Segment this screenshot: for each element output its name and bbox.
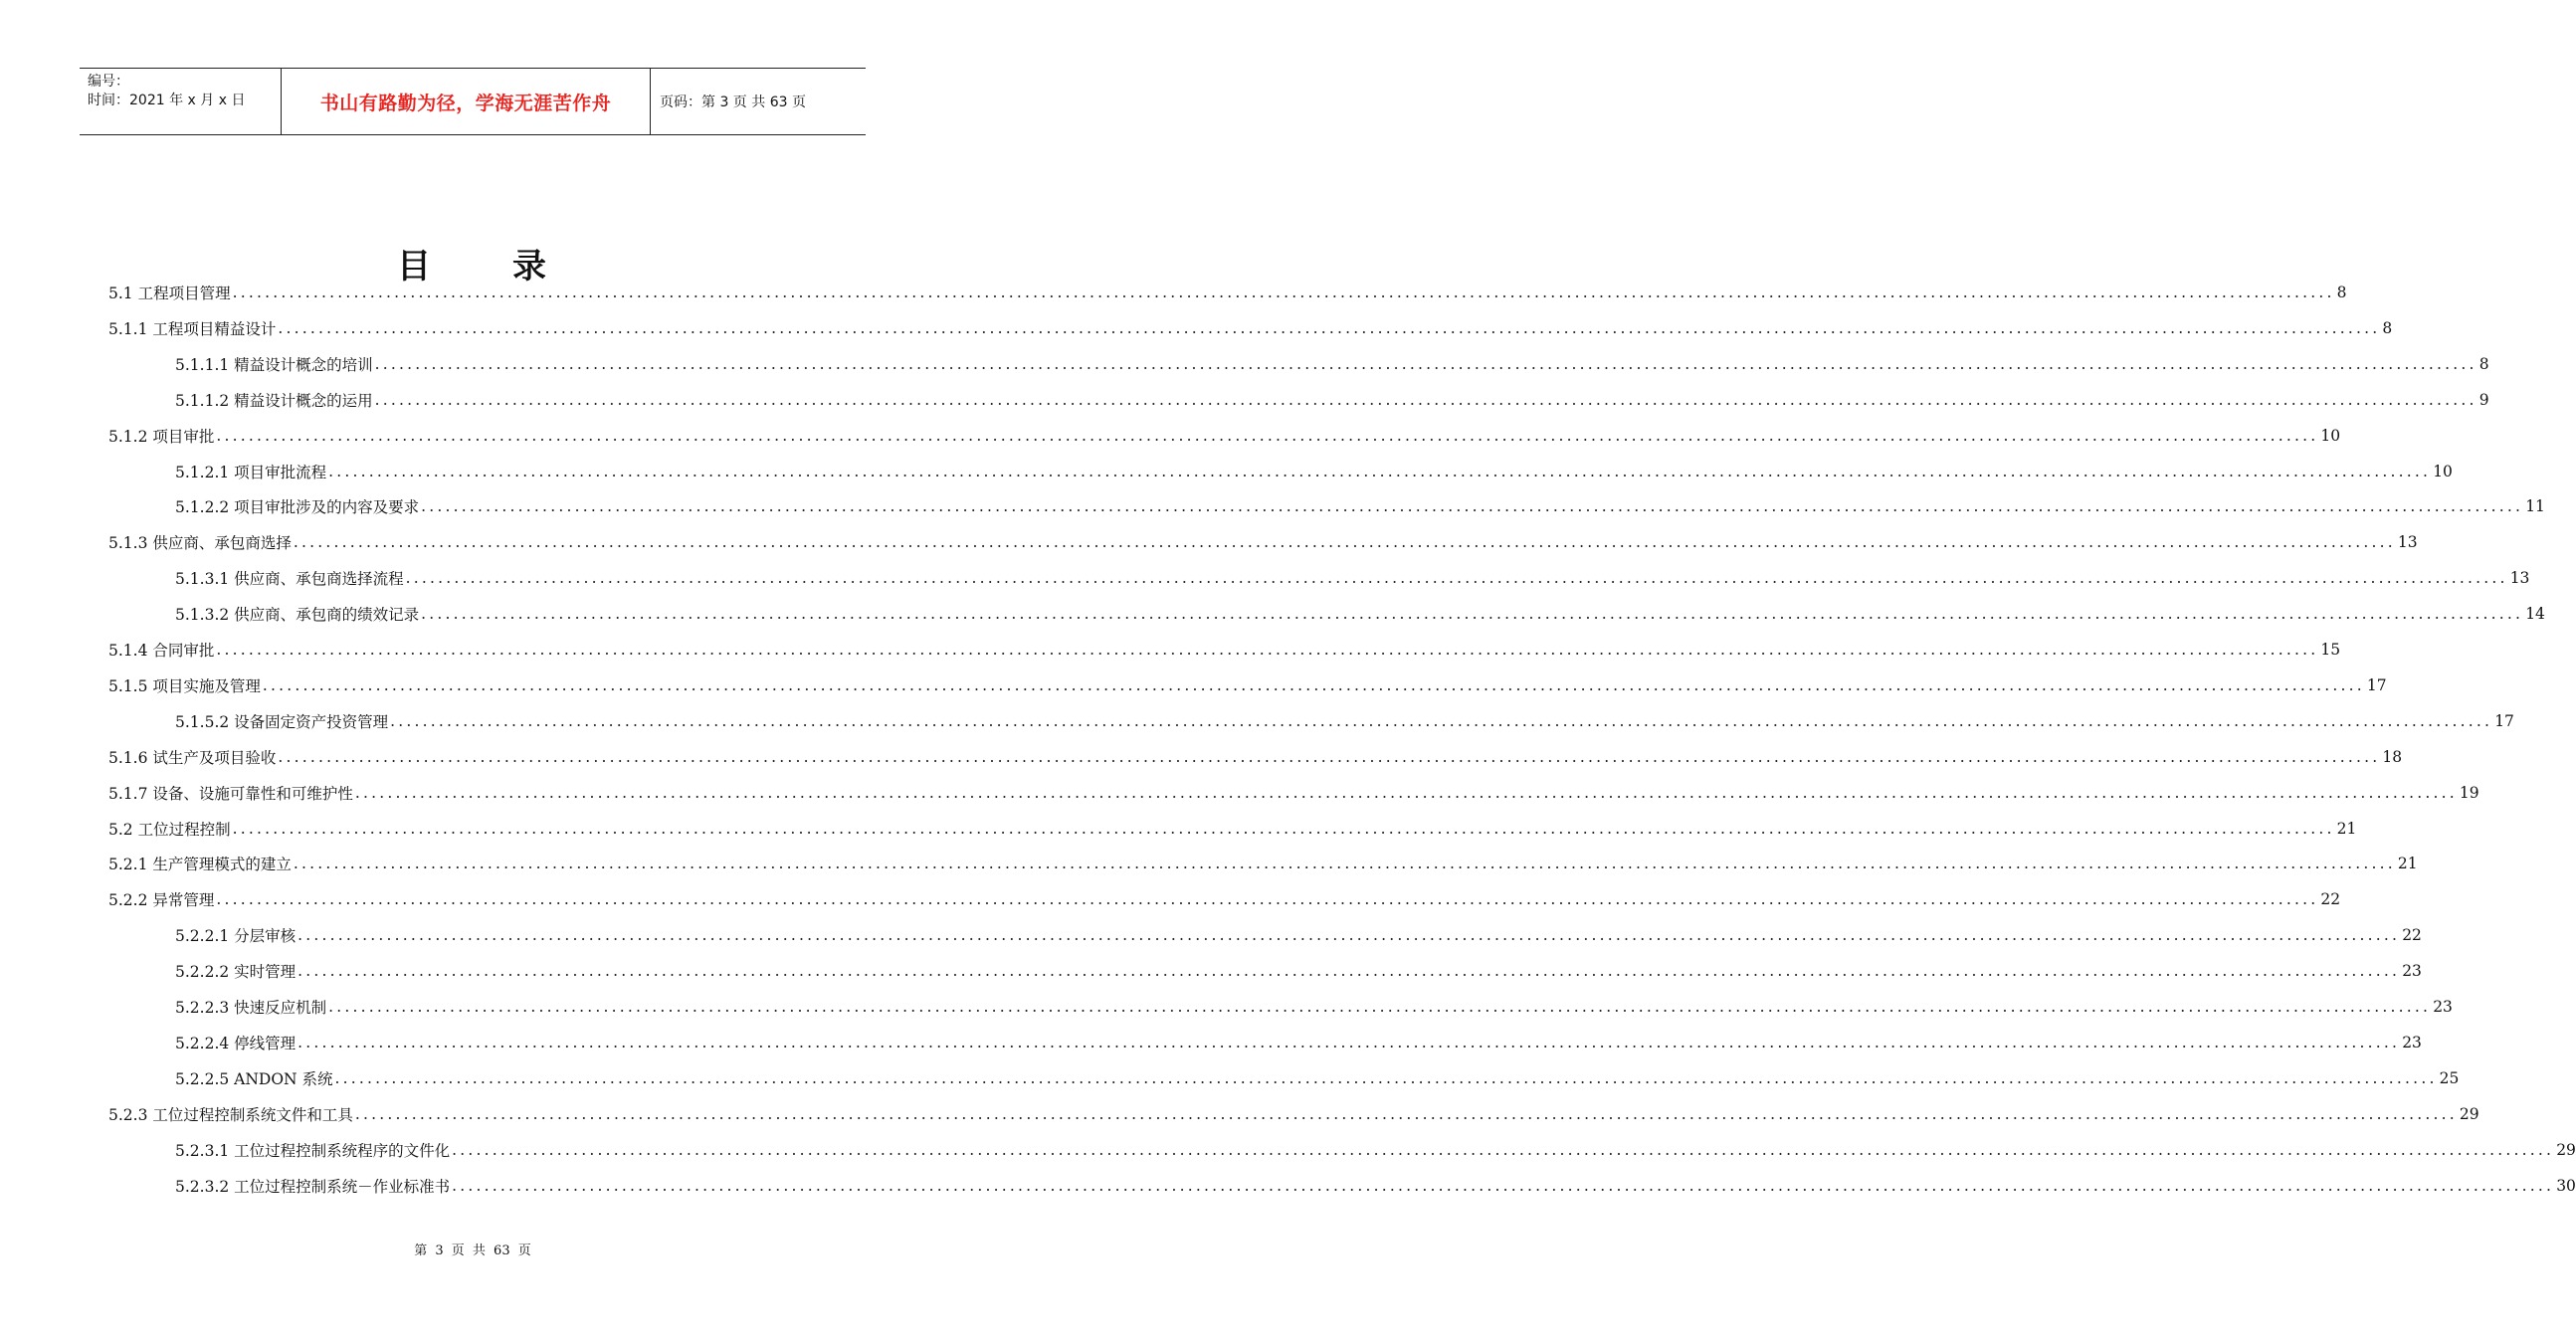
toc-entry[interactable]: [108, 418, 2341, 454]
toc-dot-leader: ....................................................................................................................................................................................................................................................................: [354, 1104, 2458, 1123]
toc-entry[interactable]: [108, 668, 2387, 703]
toc-dot-leader: ....................................................................................................................................................................................................................................................................: [421, 497, 2524, 516]
toc-entry-label: 5.1.6 试生产及项目验收: [108, 748, 277, 767]
toc-entry-page-number: 29: [2459, 1104, 2479, 1123]
toc-entry-label: 5.2.2 异常管理: [108, 891, 215, 910]
toc-dot-leader: ....................................................................................................................................................................................................................................................................: [374, 390, 2477, 409]
toc-dot-leader: ....................................................................................................................................................................................................................................................................: [297, 926, 2401, 945]
header-motto: 书山有路勤为径，学海无涯苦作舟: [281, 69, 651, 134]
toc-entry[interactable]: [175, 703, 2514, 739]
toc-dot-leader: ....................................................................................................................................................................................................................................................................: [293, 855, 2396, 873]
toc-entry[interactable]: [175, 346, 2489, 382]
toc-dot-leader: ....................................................................................................................................................................................................................................................................: [452, 1176, 2555, 1195]
toc-dot-leader: ....................................................................................................................................................................................................................................................................: [278, 747, 2381, 766]
toc-dot-leader: ....................................................................................................................................................................................................................................................................: [354, 783, 2458, 802]
toc-entry-page-number: 21: [2397, 855, 2418, 873]
toc-dot-leader: ....................................................................................................................................................................................................................................................................: [328, 998, 2432, 1016]
toc-dot-leader: ....................................................................................................................................................................................................................................................................: [328, 462, 2432, 480]
toc-entry-page-number: 9: [2478, 390, 2489, 409]
toc-entry-page-number: 17: [2494, 711, 2514, 730]
toc-entry[interactable]: [108, 275, 2347, 310]
toc-entry-label: 5.2.2.5 ANDON 系统: [175, 1069, 333, 1088]
toc-entry[interactable]: [108, 811, 2357, 847]
toc-entry-page-number: 22: [2402, 926, 2422, 945]
toc-entry[interactable]: [108, 846, 2418, 881]
toc-entry[interactable]: [108, 881, 2341, 917]
toc-entry-label: 5.2.3.1 工位过程控制系统程序的文件化: [175, 1141, 451, 1160]
toc-dot-leader: ....................................................................................................................................................................................................................................................................: [216, 426, 2319, 445]
toc-entry-page-number: 25: [2439, 1068, 2460, 1087]
page-header: [80, 68, 866, 135]
toc-dot-leader: ....................................................................................................................................................................................................................................................................: [297, 1033, 2401, 1051]
toc-entry-page-number: 10: [2433, 462, 2453, 480]
toc-entry-label: 5.2.2.4 停线管理: [175, 1034, 297, 1052]
toc-entry[interactable]: [175, 989, 2453, 1025]
toc-entry[interactable]: [108, 739, 2403, 775]
toc-entry-label: 5.1 工程项目管理: [108, 285, 231, 302]
toc-entry-page-number: 15: [2320, 641, 2341, 659]
toc-entry-label: 5.1.5 项目实施及管理: [108, 676, 261, 695]
toc-entry-page-number: 30: [2556, 1176, 2576, 1195]
toc-entry[interactable]: [175, 560, 2530, 596]
toc-entry-label: 5.2.1 生产管理模式的建立: [108, 856, 292, 874]
toc-dot-leader: ....................................................................................................................................................................................................................................................................: [293, 533, 2396, 552]
toc-entry-page-number: 23: [2402, 1033, 2422, 1051]
toc-entry-page-number: 13: [2509, 569, 2530, 588]
toc-entry-page-number: 10: [2320, 426, 2341, 445]
page-footer: 第 3 页 共 63 页: [414, 1243, 531, 1258]
toc-entry-page-number: 8: [2382, 318, 2393, 337]
toc-dot-leader: ....................................................................................................................................................................................................................................................................: [232, 284, 2335, 301]
toc-entry-page-number: 21: [2336, 819, 2357, 838]
toc-entry-page-number: 23: [2433, 998, 2453, 1016]
toc-dot-leader: ....................................................................................................................................................................................................................................................................: [216, 641, 2319, 659]
document-date: 时间：2021 年 x 月 x 日: [88, 93, 246, 108]
toc-dot-leader: ....................................................................................................................................................................................................................................................................: [421, 605, 2524, 624]
toc-dot-leader: ....................................................................................................................................................................................................................................................................: [232, 819, 2335, 838]
toc-entry-label: 5.1.7 设备、设施可靠性和可维护性: [108, 784, 353, 803]
toc-entry-label: 5.1.3.2 供应商、承包商的绩效记录: [175, 606, 420, 625]
toc-dot-leader: ....................................................................................................................................................................................................................................................................: [390, 711, 2493, 730]
toc-entry-page-number: 14: [2525, 605, 2545, 624]
toc-entry[interactable]: [108, 524, 2418, 560]
toc-entry-page-number: 18: [2382, 747, 2403, 766]
toc-entry[interactable]: [175, 488, 2545, 524]
toc-entry-page-number: 8: [2336, 284, 2347, 301]
header-page-info: 页码：第 3 页 共 63 页: [660, 95, 806, 110]
toc-dot-leader: ....................................................................................................................................................................................................................................................................: [297, 962, 2401, 981]
toc-entry-label: 5.2.2.3 快速反应机制: [175, 999, 327, 1017]
toc-dot-leader: ....................................................................................................................................................................................................................................................................: [278, 318, 2381, 337]
toc-entry-label: 5.1.3.1 供应商、承包商选择流程: [175, 570, 404, 589]
toc-entry-label: 5.1.1.1 精益设计概念的培训: [175, 355, 373, 374]
header-meta: [80, 69, 281, 134]
toc-entry-page-number: 13: [2397, 533, 2418, 552]
toc-entry-label: 5.1.2.1 项目审批流程: [175, 463, 327, 481]
toc-entry-label: 5.1.1 工程项目精益设计: [108, 319, 277, 338]
toc-entry[interactable]: [175, 953, 2422, 989]
toc-dot-leader: ....................................................................................................................................................................................................................................................................: [452, 1140, 2555, 1159]
toc-entry-page-number: 29: [2556, 1140, 2576, 1159]
toc-entry[interactable]: [108, 1096, 2479, 1132]
toc-entry[interactable]: [175, 596, 2545, 632]
toc-entry-label: 5.1.3 供应商、承包商选择: [108, 534, 292, 553]
toc-entry[interactable]: [175, 1132, 2576, 1168]
toc-entry-page-number: 19: [2459, 783, 2479, 802]
toc-entry-label: 5.1.4 合同审批: [108, 642, 215, 660]
toc-entry[interactable]: [175, 1025, 2422, 1060]
toc-entry[interactable]: [175, 1168, 2576, 1204]
title-char-right: 录: [512, 247, 548, 286]
toc-entry-page-number: 23: [2402, 962, 2422, 981]
toc-entry-label: 5.1.5.2 设备固定资产投资管理: [175, 712, 389, 731]
toc-entry-label: 5.1.2.2 项目审批涉及的内容及要求: [175, 498, 420, 517]
toc-entry-label: 5.2.2.1 分层审核: [175, 927, 297, 946]
toc-entry-page-number: 8: [2478, 354, 2489, 373]
toc-entry[interactable]: [175, 917, 2422, 953]
toc-entry-label: 5.2.3.2 工位过程控制系统－作业标准书: [175, 1177, 451, 1196]
toc-entry-label: 5.2.2.2 实时管理: [175, 963, 297, 982]
toc-entry-label: 5.2.3 工位过程控制系统文件和工具: [108, 1105, 353, 1124]
toc-entry[interactable]: [108, 775, 2479, 811]
toc-dot-leader: ....................................................................................................................................................................................................................................................................: [374, 354, 2477, 373]
toc-entry[interactable]: [108, 632, 2341, 668]
toc-entry-label: 5.2 工位过程控制: [108, 820, 231, 839]
toc-dot-leader: ....................................................................................................................................................................................................................................................................: [405, 569, 2508, 588]
toc-dot-leader: ....................................................................................................................................................................................................................................................................: [334, 1068, 2438, 1087]
toc-entry-page-number: 22: [2320, 890, 2341, 909]
toc-entry-label: 5.1.2 项目审批: [108, 427, 215, 446]
toc-entry[interactable]: [175, 454, 2453, 489]
toc-entry[interactable]: [175, 382, 2489, 418]
document-number-label: 编号：: [88, 74, 129, 90]
toc-dot-leader: ....................................................................................................................................................................................................................................................................: [216, 890, 2319, 909]
title-char-left: 目: [397, 247, 433, 286]
toc-entry[interactable]: [108, 310, 2393, 346]
toc-entry-label: 5.1.1.2 精益设计概念的运用: [175, 391, 373, 410]
toc-entry-page-number: 17: [2366, 675, 2387, 694]
toc-entry-page-number: 11: [2525, 497, 2545, 516]
toc-entry[interactable]: [175, 1060, 2460, 1096]
toc-dot-leader: ....................................................................................................................................................................................................................................................................: [262, 675, 2365, 694]
